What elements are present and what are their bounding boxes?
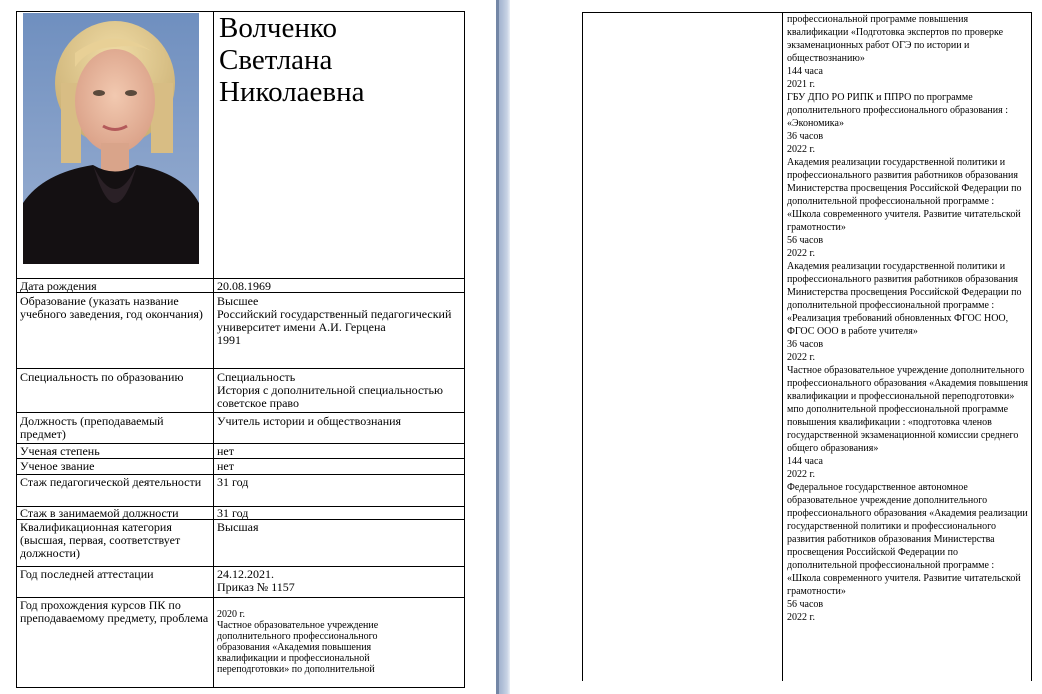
row-value-education: Высшее Российский государственный педагогический университет имени А.И. Герцена 1991 xyxy=(217,294,452,347)
row-value-specialty: Специальность История с дополнительной специальностью советское право xyxy=(217,370,443,410)
row-value-qualification-category: Высшая xyxy=(217,520,259,534)
row-label-education: Образование (указать название учебного заведения, год окончания) xyxy=(20,294,203,321)
training-courses-continuation: профессиональной программе повышения квалификации «Подготовка экспертов по проверке экзаменационных работ ОГЭ по истории и обществознанию» 144 часа 2021 г. ГБУ ДПО РО РИПК и ППРО по программе дополнительного профессионального образования : «Экономика» 36 часов 2022 г. Академия реализации государственной политики и профессионального развития работников образования Министерства просвещения Российской Федерации по дополнительной профессиональной программе : «Школа современного учителя. Развитие читательской грамотности» 56 часов 2022 г. Академия реализации государственной политики и профессионального развития работников образования Министерства просвещения Российской Федерации по дополнительной профессиональной программе : «Реализация требований обновленных ФГОС НОО, ФГОС ООО в работе учителя» 36 часов 2022 г. Частное образовательное учреждение дополнительного профессионального образования «Академия повышения квалификации и профессиональной переподготовки» мпо дополнительной профессиональной программе повышения квалификации : «подготовка членов государственной экзаменационной комиссии среднего общего образования» 144 часа 2022 г. Федеральное государственное автономное образовательное учреждение дополнительного профессионального образования «Академия реализации государственной политики и профессионального развития работников образования Министерства просвещения Российской Федерации по дополнительной профессиональной программе : «Школа современного учителя. Развитие читательской грамотности» 56 часов 2022 г. xyxy=(787,14,1029,623)
row-label-position: Должность (преподаваемый предмет) xyxy=(20,414,164,441)
continuation-table xyxy=(582,12,1032,681)
row-label-qualification-category: Квалификационная категория (высшая, первая, соответствует должности) xyxy=(20,520,181,560)
person-full-name: Волченко Светлана Николаевна xyxy=(219,12,365,108)
page-gap xyxy=(496,0,510,694)
column-divider xyxy=(213,12,214,687)
row-value-teaching-experience: 31 год xyxy=(217,475,249,489)
row-label-academic-degree: Ученая степень xyxy=(20,444,100,458)
row-value-last-attestation: 24.12.2021. Приказ № 1157 xyxy=(217,567,295,594)
row-label-academic-title: Ученое звание xyxy=(20,459,95,473)
row-label-teaching-experience: Стаж педагогической деятельности xyxy=(20,475,202,489)
row-label-training-courses: Год прохождения курсов ПК по преподаваемому предмету, проблема xyxy=(20,598,209,625)
row-value-position: Учитель истории и обществознания xyxy=(217,414,402,428)
page-gap-edge xyxy=(496,0,499,694)
row-value-academic-title: нет xyxy=(217,459,234,473)
table-row-divider xyxy=(17,412,464,413)
row-label-specialty: Специальность по образованию xyxy=(20,370,184,384)
portrait-photo xyxy=(23,13,199,264)
portrait-image xyxy=(23,13,199,264)
column-divider xyxy=(782,13,783,681)
document-page-left xyxy=(0,0,496,694)
table-row-divider xyxy=(17,368,464,369)
row-label-birth-date: Дата рождения xyxy=(20,279,97,293)
row-label-last-attestation: Год последней аттестации xyxy=(20,567,154,581)
row-value-position-experience: 31 год xyxy=(217,506,249,520)
row-label-position-experience: Стаж в занимаемой должности xyxy=(20,506,179,520)
row-value-birth-date: 20.08.1969 xyxy=(217,279,271,293)
row-value-training-courses: 2020 г. Частное образовательное учреждение дополнительного профессионального образования «Академия повышения квалификации и профессиональной переподготовки» по дополнительной xyxy=(217,609,379,675)
row-value-academic-degree: нет xyxy=(217,444,234,458)
document-page-right xyxy=(510,0,1042,694)
